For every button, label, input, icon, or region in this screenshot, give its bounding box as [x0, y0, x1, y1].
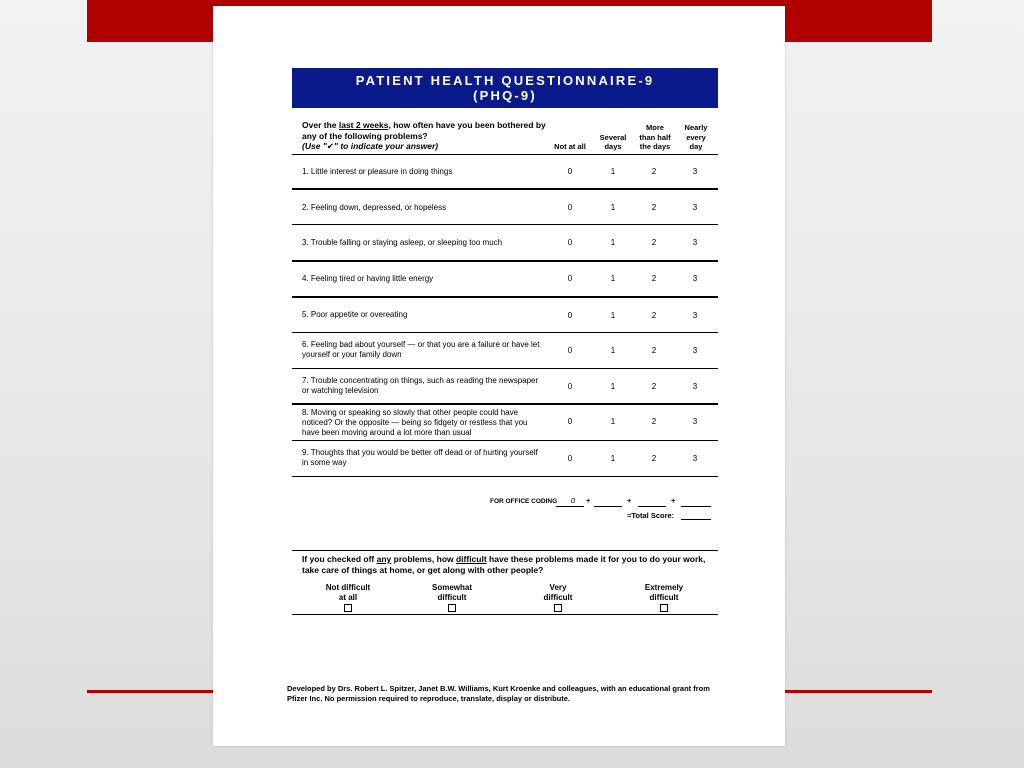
- score-0[interactable]: 0: [567, 454, 573, 463]
- score-2[interactable]: 2: [651, 238, 657, 247]
- title-banner: [292, 68, 718, 108]
- col0-line3: Not at all: [554, 142, 586, 151]
- footer-credits: Developed by Drs. Robert L. Spitzer, Janet B.W. Williams, Kurt Kroenke and colleagues, with an educational grant from Pfizer Inc. No permission required to reproduce, translate, display or distribute.: [287, 684, 710, 703]
- row-divider: [292, 476, 718, 477]
- score-1[interactable]: 1: [610, 274, 616, 283]
- question-text: 4. Feeling tired or having little energy: [302, 274, 434, 283]
- question-row: [292, 333, 718, 368]
- score-0[interactable]: 0: [567, 203, 573, 212]
- office-coding-first-value: 0: [570, 496, 576, 505]
- question-text: 3. Trouble falling or staying asleep, or sleeping too much: [302, 238, 503, 247]
- plus-sign: +: [586, 496, 591, 505]
- total-score-label: =Total Score:: [627, 511, 675, 520]
- score-1[interactable]: 1: [610, 311, 616, 320]
- score-0[interactable]: 0: [567, 417, 573, 426]
- question-text: 6. Feeling bad about yourself — or that you are a failure or have let yourself or your family down: [302, 340, 540, 359]
- score-0[interactable]: 0: [567, 346, 573, 355]
- checkbox[interactable]: [660, 604, 668, 612]
- option-line2: difficult: [543, 593, 573, 602]
- col3-line3: day: [689, 142, 703, 151]
- col3-line2: every: [686, 132, 706, 142]
- checkbox[interactable]: [554, 604, 562, 612]
- question-text: 7. Trouble concentrating on things, such as reading the newspaper or watching television: [302, 376, 539, 395]
- question-row: [292, 405, 718, 440]
- instructions-text-2: , how often have you been bothered by any of the following problems?: [302, 120, 546, 141]
- question-row: [292, 262, 718, 296]
- score-0[interactable]: 0: [567, 311, 573, 320]
- col0-line2: [548, 133, 592, 143]
- score-3[interactable]: 3: [692, 167, 698, 176]
- col3-line1: Nearly: [684, 123, 708, 132]
- coding-blank-4[interactable]: [681, 506, 711, 507]
- checkbox[interactable]: [344, 604, 352, 612]
- col2-line3: the days: [639, 142, 671, 151]
- score-3[interactable]: 3: [692, 346, 698, 355]
- score-1[interactable]: 1: [610, 417, 616, 426]
- score-3[interactable]: 3: [692, 274, 698, 283]
- score-0[interactable]: 0: [567, 238, 573, 247]
- office-coding-label: FOR OFFICE CODING: [490, 498, 558, 505]
- option-line1: Somewhat: [431, 583, 472, 592]
- score-0[interactable]: 0: [567, 167, 573, 176]
- score-2[interactable]: 2: [651, 454, 657, 463]
- col0-line1: [548, 123, 592, 133]
- question-row: [292, 156, 718, 189]
- score-3[interactable]: 3: [692, 238, 698, 247]
- question-text: 5. Poor appetite or overeating: [302, 310, 408, 319]
- score-1[interactable]: 1: [610, 382, 616, 391]
- question-text: 2. Feeling down, depressed, or hopeless: [302, 203, 447, 212]
- difficulty-text-3: have these problems made it for you to do your work, take care of things at home, or get along with other people?: [302, 554, 706, 575]
- difficulty-underlined-any: any: [376, 554, 392, 564]
- questionnaire-page: [213, 6, 785, 746]
- difficulty-divider-top: [292, 550, 718, 551]
- instructions-text-1: Over the: [302, 120, 339, 130]
- total-score-blank[interactable]: [681, 519, 711, 520]
- option-line2: difficult: [437, 593, 467, 602]
- score-1[interactable]: 1: [610, 167, 616, 176]
- score-2[interactable]: 2: [651, 167, 657, 176]
- score-3[interactable]: 3: [692, 311, 698, 320]
- score-1[interactable]: 1: [610, 203, 616, 212]
- difficulty-option-extremely: [619, 583, 709, 615]
- coding-blank-1[interactable]: [556, 506, 584, 507]
- col1-line2: Several: [599, 132, 627, 142]
- score-2[interactable]: 2: [651, 346, 657, 355]
- option-line2: difficult: [649, 593, 679, 602]
- col1-line3: days: [604, 142, 622, 151]
- score-0[interactable]: 0: [567, 274, 573, 283]
- difficulty-divider-bottom: [292, 614, 718, 615]
- difficulty-question: [302, 554, 712, 576]
- instructions-note: (Use "✔" to indicate your answer): [302, 141, 439, 151]
- col1-line1: [593, 123, 633, 133]
- score-3[interactable]: 3: [692, 454, 698, 463]
- question-text: 9. Thoughts that you would be better off dead or of hurting yourself in some way: [302, 448, 538, 467]
- column-header-more-than-half: [633, 123, 677, 152]
- score-2[interactable]: 2: [651, 203, 657, 212]
- col2-line1: More: [646, 123, 664, 132]
- plus-sign: +: [627, 496, 632, 505]
- title-line-1: PATIENT HEALTH QUESTIONNAIRE-9: [355, 73, 655, 88]
- question-row: [292, 225, 718, 259]
- question-row: [292, 441, 718, 476]
- difficulty-underlined-difficult: difficult: [455, 554, 487, 564]
- score-3[interactable]: 3: [692, 382, 698, 391]
- question-row: [292, 190, 718, 224]
- difficulty-option-somewhat: [407, 583, 497, 615]
- score-3[interactable]: 3: [692, 417, 698, 426]
- question-text: 8. Moving or speaking so slowly that other people could have noticed? Or the opposite — being so fidgety or restless that you have been moving around a lot more than usual: [302, 408, 528, 437]
- score-1[interactable]: 1: [610, 238, 616, 247]
- coding-blank-3[interactable]: [638, 506, 666, 507]
- question-row: [292, 369, 718, 403]
- option-line1: Very: [549, 583, 567, 592]
- difficulty-option-not-difficult: [303, 583, 393, 615]
- column-header-nearly-every-day: [677, 123, 715, 152]
- question-row: [292, 298, 718, 332]
- option-line2: at all: [338, 593, 358, 602]
- coding-blank-2[interactable]: [594, 506, 622, 507]
- difficulty-text-2: problems, how: [391, 554, 456, 564]
- column-header-several-days: [593, 123, 633, 152]
- col2-line2: than half: [639, 132, 671, 142]
- column-header-not-at-all: [548, 123, 592, 152]
- difficulty-option-very: [513, 583, 603, 615]
- score-1[interactable]: 1: [610, 346, 616, 355]
- title-line-2: (PHQ-9): [473, 88, 537, 103]
- score-2[interactable]: 2: [651, 382, 657, 391]
- plus-sign: +: [671, 496, 676, 505]
- score-2[interactable]: 2: [651, 274, 657, 283]
- option-line1: Not difficult: [325, 583, 371, 592]
- score-1[interactable]: 1: [610, 454, 616, 463]
- score-2[interactable]: 2: [651, 417, 657, 426]
- instructions-underlined: last 2 weeks: [338, 120, 389, 130]
- instructions: [302, 120, 552, 152]
- question-text: 1. Little interest or pleasure in doing things: [302, 167, 453, 176]
- score-0[interactable]: 0: [567, 382, 573, 391]
- option-line1: Extremely: [644, 583, 684, 592]
- score-2[interactable]: 2: [651, 311, 657, 320]
- score-3[interactable]: 3: [692, 203, 698, 212]
- header-divider: [292, 154, 718, 155]
- checkbox[interactable]: [448, 604, 456, 612]
- difficulty-text-1: If you checked off: [302, 554, 377, 564]
